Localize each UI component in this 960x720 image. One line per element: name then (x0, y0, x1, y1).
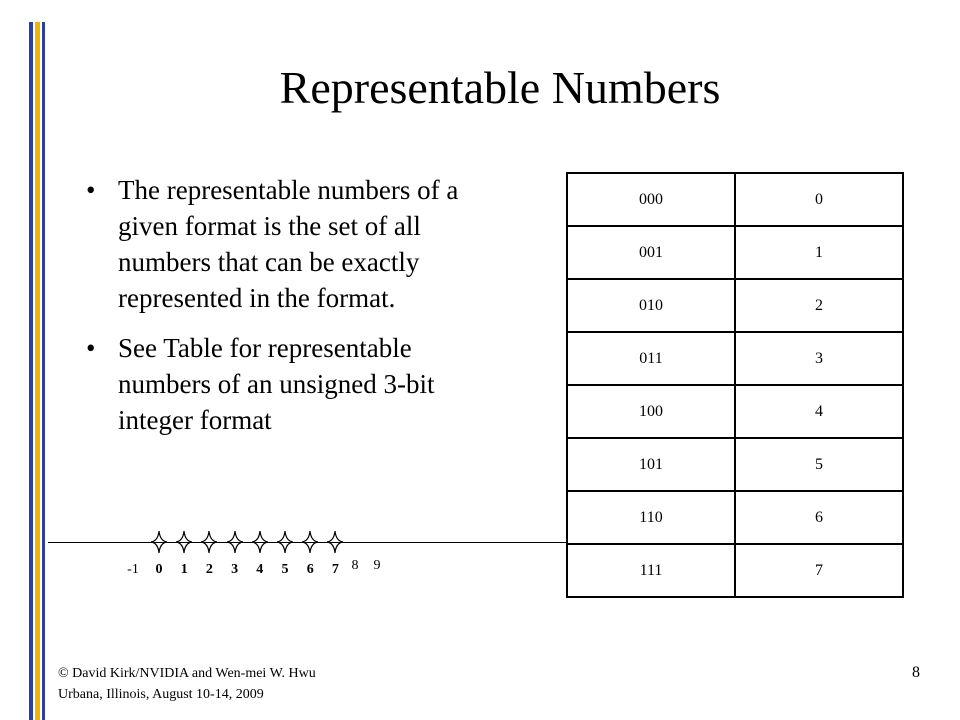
table-cell-binary: 111 (567, 544, 735, 597)
representable-numbers-table (566, 172, 904, 598)
table-cell-binary: 010 (567, 279, 735, 332)
footer-copyright: © David Kirk/NVIDIA and Wen-mei W. Hwu (58, 666, 316, 681)
table-cell-value: 7 (735, 544, 903, 597)
number-line-label: 4 (256, 562, 264, 577)
table-row (567, 385, 903, 438)
number-line-tick (252, 531, 268, 553)
bullet-marker: • (86, 175, 96, 205)
number-line-label: 2 (205, 562, 213, 577)
number-line-tick (277, 531, 293, 553)
table-cell-value: 1 (735, 226, 903, 279)
number-line-label: 9 (373, 558, 381, 573)
table-cell-binary: 001 (567, 226, 735, 279)
table-cell-value: 0 (735, 173, 903, 226)
decorative-bar-blue-right (42, 22, 45, 720)
table-row (567, 226, 903, 279)
number-line-label: 1 (180, 562, 188, 577)
bullet-text: See Table for representable numbers of an unsigned 3-bit integer format (118, 333, 435, 435)
number-line-label: 8 (351, 558, 359, 573)
footer-credits (58, 663, 316, 705)
table-cell-binary: 011 (567, 332, 735, 385)
table-row (567, 544, 903, 597)
number-line-label: 5 (281, 562, 289, 577)
number-line-tick (176, 531, 192, 553)
slide-title: Representable Numbers (279, 62, 721, 113)
number-line-tick (227, 531, 243, 553)
table-row (567, 491, 903, 544)
table-row (567, 173, 903, 226)
number-line-tick (302, 531, 318, 553)
number-line-tick (201, 531, 217, 553)
table-cell-binary: 100 (567, 385, 735, 438)
table-cell-value: 2 (735, 279, 903, 332)
bullet-list (80, 172, 480, 452)
footer-event: Urbana, Illinois, August 10-14, 2009 (58, 687, 264, 702)
table-cell-value: 4 (735, 385, 903, 438)
number-line-label: 3 (231, 562, 239, 577)
table-cell-binary: 000 (567, 173, 735, 226)
bullet-item (80, 172, 480, 316)
bullet-marker: • (86, 333, 96, 363)
number-line-label: -1 (127, 562, 139, 577)
number-line-label: 7 (331, 562, 339, 577)
bullet-item (80, 330, 480, 438)
table-cell-binary: 101 (567, 438, 735, 491)
number-line-tick (151, 531, 167, 553)
table-row (567, 438, 903, 491)
decorative-bar-blue-left (29, 22, 33, 720)
bullet-text: The representable numbers of a given format is the set of all numbers that can be exactly represented in the format. (118, 175, 459, 313)
table-cell-value: 3 (735, 332, 903, 385)
table-row (567, 279, 903, 332)
decorative-bar-gold (35, 22, 40, 720)
table-cell-binary: 110 (567, 491, 735, 544)
number-line-label: 6 (306, 562, 314, 577)
table-cell-value: 5 (735, 438, 903, 491)
page-number: 8 (912, 664, 920, 681)
number-line-label: 0 (155, 562, 163, 577)
number-line-tick (327, 531, 343, 553)
table-row (567, 332, 903, 385)
table-cell-value: 6 (735, 491, 903, 544)
